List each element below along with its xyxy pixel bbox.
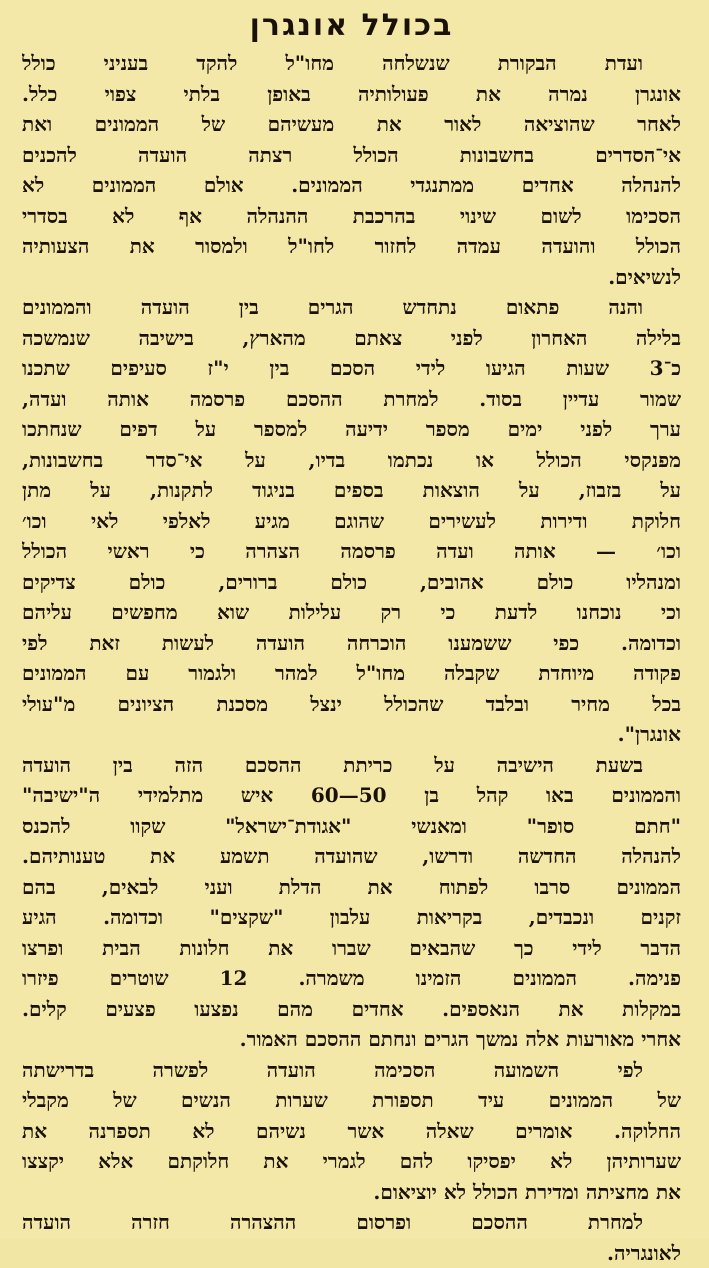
text-line: וכדומה. כפי ששמענו הוכרחה הועדה לעשות זאת לפי — [22, 628, 681, 659]
text-line: לנשיאים. — [22, 262, 681, 293]
article-paragraph — [22, 750, 681, 1055]
text-line: פקודה מיוחדת שקבלה מחו"ל למהר ולגמור עם הממונים — [22, 658, 681, 689]
text-line: כ־3 שעות הגיעו לידי הסכם בין י"ז סעיפים שתכנו — [22, 353, 681, 384]
article-headline: בכולל אונגרן — [22, 6, 681, 48]
text-line: והנה פתאום נתחדש הגרים בין הועדה והממונים — [22, 292, 681, 323]
text-line: חלוקת ודירות לעשירים שהוגם מגיע לאלפי לאי וכו׳ — [22, 506, 681, 537]
text-line: מפנקסי הכולל או נכתמו בדיו, על אי־סדר בחשבונות, — [22, 445, 681, 476]
article-paragraph — [22, 1055, 681, 1208]
text-line: למחרת ההסכם ופרסום ההצהרה חזרה הועדה — [22, 1207, 681, 1238]
text-line: להנהלה אחדים ממתנגדי הממונים. אולם הממונים לא — [22, 170, 681, 201]
text-line: במקלות את הנאספים. אחדים מהם נפצעו פצעים קלים. — [22, 994, 681, 1025]
text-line: בשעת הישיבה על כריתת ההסכם הזה בין הועדה — [22, 750, 681, 781]
text-line: זקנים ונכבדים, בקריאות עלבון "שקצים" וכדומה. הגיע — [22, 902, 681, 933]
text-line: הממונים סרבו לפתוח את הדלת ועני לבאים, בהם — [22, 872, 681, 903]
text-line: וכו׳ — אותה ועדה פרסמה הצהרה כי ראשי הכולל — [22, 536, 681, 567]
text-line: אונגרן נמרה את פעולותיה באופן בלתי צפוי כלל. — [22, 79, 681, 110]
text-line: החלוקה. אומרים שאלה אשר נשיהם לא תספרנה את — [22, 1116, 681, 1147]
text-line: שערותיהן לא יפסיקו להם לגמרי את חלוקתם אלא יקצצו — [22, 1146, 681, 1177]
text-line: אחרי מאורעות אלה נמשך הגרים ונחתם ההסכם האמור. — [22, 1024, 681, 1055]
text-line: להנהלה החדשה ודרשו, שהועדה תשמע את טענותיהם. — [22, 841, 681, 872]
text-line: לאונגריה. — [22, 1238, 681, 1268]
text-line: לאחר שהוציאה לאור את מעשיהם של הממונים ואת — [22, 109, 681, 140]
article-paragraph — [22, 1207, 681, 1268]
article-paragraph — [22, 292, 681, 750]
text-line: בכל מחיר ובלבד שהכולל ינצל מסכנת הציונים מ"עולי — [22, 689, 681, 720]
text-line: ערך לפני ימים מספר ידיעה למספר על דפים שנחתכו — [22, 414, 681, 445]
article-paragraph — [22, 48, 681, 292]
text-line: את מחציתה ומדירת הכולל לא יוציאום. — [22, 1177, 681, 1208]
text-line: אונגרן". — [22, 719, 681, 750]
text-line: פנימה. הממונים הזמינו משמרה. 12 שוטרים פיזרו — [22, 963, 681, 994]
text-line: הסכימו לשום שינוי בהרכבת ההנהלה אף לא בסדרי — [22, 201, 681, 232]
text-line: "חתם סופר" ומאנשי "אגודת־ישראל" שקוו להכנס — [22, 811, 681, 842]
text-line: הכולל והועדה עמדה לחזור לחו"ל ולמסור את הצעותיה — [22, 231, 681, 262]
text-line: הדבר לידי כך שהבאים שברו את חלונות הבית ופרצו — [22, 933, 681, 964]
text-line: והממונים באו קהל בן 50—60 איש מתלמידי ה"ישיבה" — [22, 780, 681, 811]
text-line: ומנהליו כולם אהובים, כולם ברורים, כולם צדיקים — [22, 567, 681, 598]
text-line: אי־הסדרים בחשבונות הכולל רצתה הועדה להכנים — [22, 140, 681, 171]
text-line: ועדת הבקורת שנשלחה מחו"ל להקד בעניני כולל — [22, 48, 681, 79]
text-line: שמור עדיין בסוד. למחרת ההסכם פרסמה אותה ועדה, — [22, 384, 681, 415]
text-line: בלילה האחרון לפני צאתם מהארץ, בישיבה שנמשכה — [22, 323, 681, 354]
text-line: של הממונים עיד תספורת שערות הנשים של מקבלי — [22, 1085, 681, 1116]
text-line: לפי השמועה הסכימה הועדה לפשרה בדרישתה — [22, 1055, 681, 1086]
text-line: וכי נוכחנו לדעת כי רק עלילות שוא מחפשים עליהם — [22, 597, 681, 628]
text-line: על בזבוז, על הוצאות בספים בניגוד לתקנות, על מתן — [22, 475, 681, 506]
article-body — [22, 48, 681, 1268]
